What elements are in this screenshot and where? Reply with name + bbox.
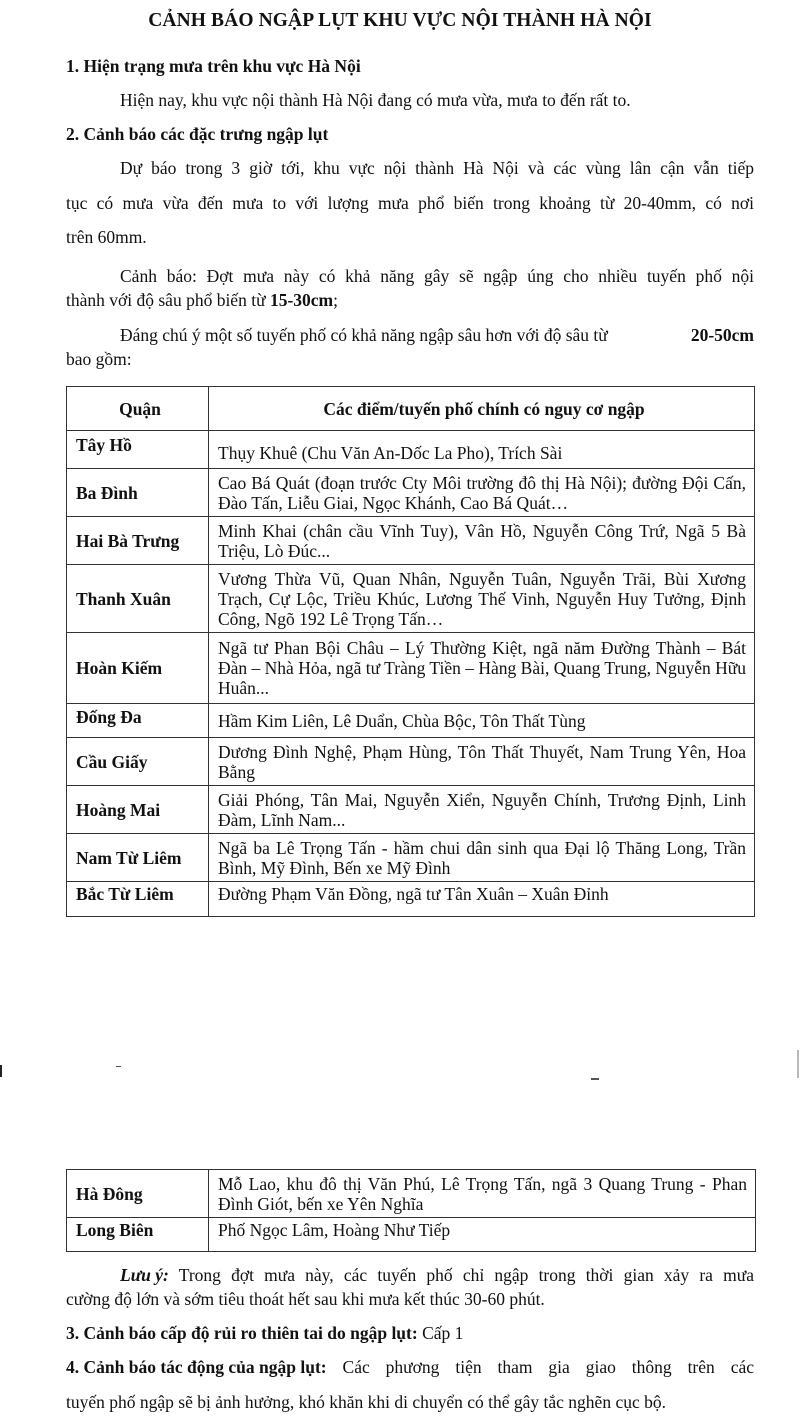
section-4-line-1: [66, 1357, 754, 1378]
note-line-1: [120, 1265, 754, 1286]
table-row: [67, 633, 755, 704]
table-row: [67, 565, 755, 633]
scan-artifact: [797, 1050, 799, 1078]
district-cell: Bắc Từ Liêm: [67, 882, 209, 917]
district-cell: Hai Bà Trưng: [67, 517, 209, 565]
section-3-heading: 3. Cảnh báo cấp độ rủi ro thiên tai do ngập lụt:: [66, 1323, 418, 1343]
risk-level: Cấp 1: [417, 1323, 464, 1343]
flood-risk-table-continued: [66, 1169, 756, 1252]
streets-cell: Mỗ Lao, khu đô thị Văn Phú, Lê Trọng Tấn, ngã 3 Quang Trung - Phan Đình Giót, bến xe Yên Nghĩa: [209, 1170, 756, 1218]
forecast-line-2: tục có mưa vừa đến mưa to với lượng mưa phổ biến trong khoảng từ 20-40mm, có nơi: [66, 193, 754, 213]
streets-cell: Vương Thừa Vũ, Quan Nhân, Nguyễn Tuân, Nguyễn Trãi, Bùi Xương Trạch, Cự Lộc, Triều Khúc, Lương Thế Vinh, Nguyễn Huy Tưởng, Định Công, Ngõ 192 Lê Trọng Tấn…: [209, 565, 755, 633]
streets-cell: Giải Phóng, Tân Mai, Nguyễn Xiển, Nguyễn Chính, Trương Định, Linh Đàm, Lĩnh Nam...: [209, 786, 755, 834]
table-row: [67, 469, 755, 517]
table-row: [67, 738, 755, 786]
notable-line-2: bao gồm:: [66, 349, 132, 369]
section-3: [66, 1323, 463, 1344]
district-cell: Tây Hồ: [67, 431, 209, 469]
section-1-heading: 1. Hiện trạng mưa trên khu vực Hà Nội: [66, 56, 361, 76]
district-cell: Hoàng Mai: [67, 786, 209, 834]
notable-line-1: [120, 325, 754, 346]
section-2-heading: 2. Cảnh báo các đặc trưng ngập lụt: [66, 124, 329, 144]
district-cell: Hà Đông: [67, 1170, 209, 1218]
note-text: Trong đợt mưa này, các tuyến phố chỉ ngập trong thời gian xảy ra mưa: [168, 1265, 754, 1285]
streets-cell: Minh Khai (chân cầu Vĩnh Tuy), Vân Hồ, Nguyễn Công Trứ, Ngã 5 Bà Triệu, Lò Đúc...: [209, 517, 755, 565]
header-district: Quận: [67, 387, 209, 431]
streets-cell: Cao Bá Quát (đoạn trước Cty Môi trường đô thị Hà Nội); đường Đội Cấn, Đào Tấn, Liễu Giai, Ngọc Khánh, Cao Bá Quát…: [209, 469, 755, 517]
streets-cell: Ngã ba Lê Trọng Tấn - hầm chui dân sinh qua Đại lộ Thăng Long, Trần Bình, Mỹ Đình, Bến xe Mỹ Đình: [209, 834, 755, 882]
section-1-body: Hiện nay, khu vực nội thành Hà Nội đang có mưa vừa, mưa to đến rất to.: [120, 90, 631, 110]
warning-line-2-prefix: thành với độ sâu phổ biến từ: [66, 290, 270, 310]
district-cell: Hoàn Kiếm: [67, 633, 209, 704]
flood-risk-table: [66, 386, 755, 917]
streets-cell: Dương Đình Nghệ, Phạm Hùng, Tôn Thất Thuyết, Nam Trung Yên, Hoa Bằng: [209, 738, 755, 786]
district-cell: Ba Đình: [67, 469, 209, 517]
district-cell: Đống Đa: [67, 704, 209, 738]
note-line-2: cường độ lớn và sớm tiêu thoát hết sau khi mưa kết thúc 30-60 phút.: [66, 1289, 545, 1309]
table-row: [67, 704, 755, 738]
streets-cell: Phố Ngọc Lâm, Hoàng Như Tiếp: [209, 1218, 756, 1252]
notable-depth: 20-50cm: [690, 325, 754, 345]
table-row: [67, 786, 755, 834]
streets-cell: Đường Phạm Văn Đồng, ngã tư Tân Xuân – Xuân Đỉnh: [209, 882, 755, 917]
section-4-line-2: tuyến phố ngập sẽ bị ảnh hưởng, khó khăn khi di chuyển có thể gây tắc nghẽn cục bộ.: [66, 1392, 666, 1412]
table-row: [67, 1170, 756, 1218]
streets-cell: Thụy Khuê (Chu Văn An-Dốc La Pho), Trích Sài: [209, 431, 755, 469]
notable-line-1-prefix: Đáng chú ý một số tuyến phố có khả năng ngập sâu hơn với độ sâu từ: [120, 325, 608, 345]
table-row: [67, 1218, 756, 1252]
scan-artifact: [0, 1065, 2, 1077]
district-cell: Long Biên: [67, 1218, 209, 1252]
table-row: [67, 834, 755, 882]
section-4-heading: 4. Cảnh báo tác động của ngập lụt:: [66, 1357, 327, 1377]
warning-line-1: Cảnh báo: Đợt mưa này có khả năng gây sẽ ngập úng cho nhiều tuyến phố nội: [120, 266, 754, 286]
table-row: [67, 431, 755, 469]
district-cell: Nam Từ Liêm: [67, 834, 209, 882]
section-4-text: Các phương tiện tham gia giao thông trên các: [326, 1357, 754, 1377]
warning-line-2: [66, 290, 338, 311]
document-title: CẢNH BÁO NGẬP LỤT KHU VỰC NỘI THÀNH HÀ NỘI: [148, 10, 652, 31]
district-cell: Thanh Xuân: [67, 565, 209, 633]
table-row: [67, 517, 755, 565]
forecast-line-1: Dự báo trong 3 giờ tới, khu vực nội thành Hà Nội và các vùng lân cận vẫn tiếp: [120, 158, 754, 178]
warning-depth: 15-30cm: [269, 290, 334, 310]
scan-artifact: [591, 1078, 599, 1080]
table-row: [67, 882, 755, 917]
table-header-row: [67, 387, 755, 431]
warning-line-2-suffix: ;: [333, 290, 338, 310]
forecast-line-3: trên 60mm.: [66, 227, 147, 247]
streets-cell: Ngã tư Phan Bội Châu – Lý Thường Kiệt, ngã năm Đường Thành – Bát Đàn – Nhà Hỏa, ngã tư Tràng Tiền – Hàng Bài, Quang Trung, Nguyễn Hữu Huân...: [209, 633, 755, 704]
district-cell: Cầu Giấy: [67, 738, 209, 786]
scan-artifact: [116, 1066, 121, 1067]
header-streets: Các điểm/tuyến phố chính có nguy cơ ngập: [209, 387, 755, 431]
streets-cell: Hầm Kim Liên, Lê Duẩn, Chùa Bộc, Tôn Thất Tùng: [209, 704, 755, 738]
note-label: Lưu ý:: [120, 1265, 169, 1285]
